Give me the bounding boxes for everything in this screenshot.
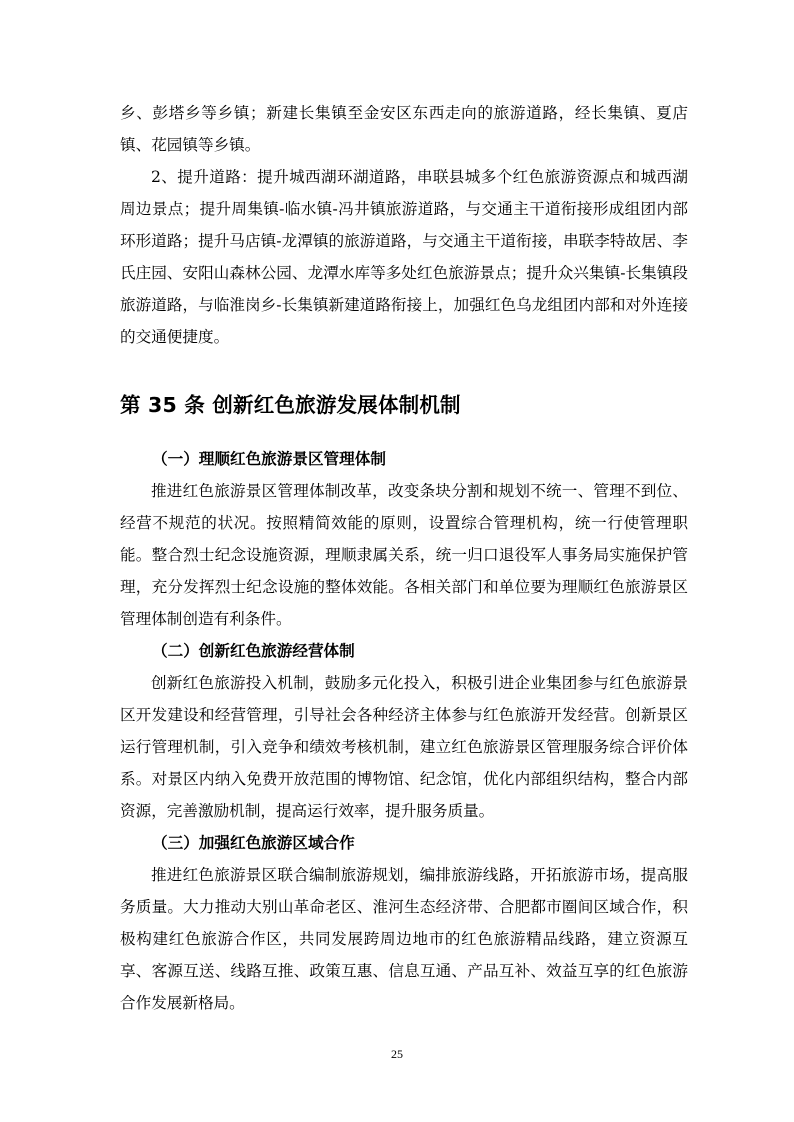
continued-paragraph: 乡、彭塔乡等乡镇；新建长集镇至金安区东西走向的旅游道路，经长集镇、夏店镇、花园镇等乡镇。 xyxy=(120,104,688,154)
article-title: 第 35 条 创新红色旅游发展体制机制 xyxy=(120,393,461,417)
road-upgrade-paragraph: 2、提升道路：提升城西湖环湖道路，串联县城多个红色旅游资源点和城西湖周边景点；提升周集镇-临水镇-冯井镇旅游道路，与交通主干道衔接形成组团内部环形道路；提升马店镇-龙潭镇的旅游道路，与交通主干道衔接，串联李特故居、李氏庄园、安阳山森林公园、龙潭水库等多处红色旅游景点；提升众兴集镇-长集镇段旅游道路，与临淮岗乡-长集镇新建道路衔接上，加强红色乌龙组团内部和对外连接的交通便捷度。 xyxy=(120,168,688,346)
page-content xyxy=(120,97,688,1019)
section-operation xyxy=(120,635,688,827)
section-body: 推进红色旅游景区联合编制旅游规划，编排旅游线路，开拓旅游市场，提高服务质量。大力推动大别山革命老区、淮河生态经济带、合肥都市圈间区域合作，积极构建红色旅游合作区，共同发展跨周边地市的红色旅游精品线路，建立资源互享、客源互送、线路互推、政策互惠、信息互通、产品互补、效益互享的红色旅游合作发展新格局。 xyxy=(120,866,688,1012)
section-heading: （一）理顺红色旅游景区管理体制 xyxy=(152,449,386,468)
section-cooperation xyxy=(120,827,688,1019)
page-number: 25 xyxy=(391,1047,403,1061)
section-body: 推进红色旅游景区管理体制改革，改变条块分割和规划不统一、管理不到位、经营不规范的状况。按照精简效能的原则，设置综合管理机构，统一行使管理职能。整合烈士纪念设施资源，理顺隶属关系，统一归口退役军人事务局实施保护管理，充分发挥烈士纪念设施的整体效能。各相关部门和单位要为理顺红色旅游景区管理体制创造有利条件。 xyxy=(120,482,688,628)
section-heading: （三）加强红色旅游区域合作 xyxy=(152,833,355,852)
section-body: 创新红色旅游投入机制，鼓励多元化投入，积极引进企业集团参与红色旅游景区开发建设和经营管理，引导社会各种经济主体参与红色旅游开发经营。创新景区运行管理机制，引入竞争和绩效考核机制，建立红色旅游景区管理服务综合评价体系。对景区内纳入免费开放范围的博物馆、纪念馆，优化内部组织结构，整合内部资源，完善激励机制，提高运行效率，提升服务质量。 xyxy=(120,674,688,820)
section-heading: （二）创新红色旅游经营体制 xyxy=(152,641,355,660)
section-management xyxy=(120,443,688,635)
